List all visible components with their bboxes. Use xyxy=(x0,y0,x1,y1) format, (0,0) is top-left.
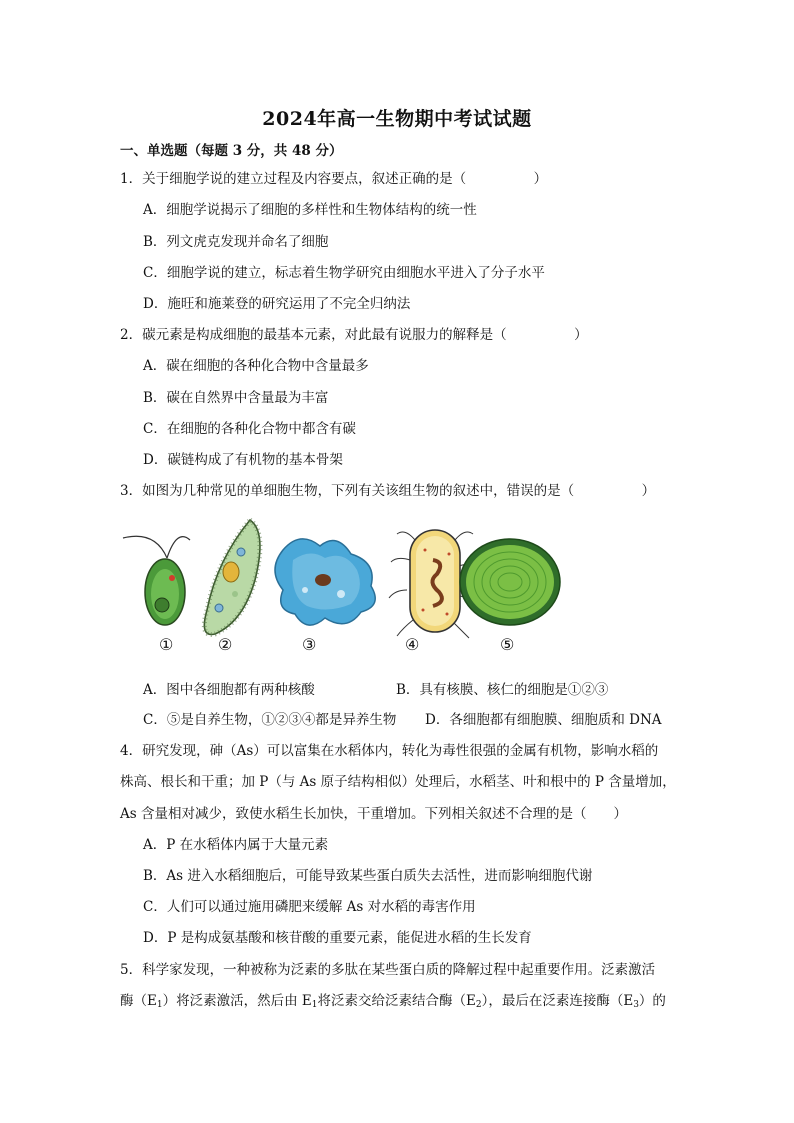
question-3-option-d[interactable]: D．各细胞都有细胞膜、细胞质和 DNA xyxy=(425,712,662,728)
section-heading: 一、单选题（每题 3 分，共 48 分） xyxy=(120,143,343,159)
figure-label-2: ② xyxy=(218,635,233,654)
question-1-stem: 1．关于细胞学说的建立过程及内容要点，叙述正确的是（ ） xyxy=(120,171,548,187)
figure-label-1: ① xyxy=(159,635,174,654)
question-1-option-b[interactable]: B．列文虎克发现并命名了细胞 xyxy=(143,234,329,250)
q5-subscript-1: 1 xyxy=(156,1000,163,1010)
question-5-stem-line-1: 5．科学家发现，一种被称为泛素的多肽在某些蛋白质的降解过程中起重要作用。泛素激活 xyxy=(120,962,656,978)
question-3-option-b[interactable]: B．具有核膜、核仁的细胞是①②③ xyxy=(396,682,609,698)
q5-text-4: ），最后在泛素连接酶（E xyxy=(481,993,634,1009)
q5-text-3: 将泛素交给泛素结合酶（E xyxy=(317,993,476,1009)
question-1-option-a[interactable]: A．细胞学说揭示了细胞的多样性和生物体结构的统一性 xyxy=(143,202,477,218)
paramecium-illustration xyxy=(204,520,260,635)
question-3-stem: 3．如图为几种常见的单细胞生物，下列有关该组生物的叙述中，错误的是（ ） xyxy=(120,483,656,499)
q5-text-2: ）将泛素激活，然后由 E xyxy=(162,993,312,1009)
question-4-option-d[interactable]: D．P 是构成氨基酸和核苷酸的重要元素，能促进水稻的生长发育 xyxy=(143,930,532,946)
q5-subscript-2: 1 xyxy=(311,1000,318,1010)
q5-subscript-3: 2 xyxy=(475,1000,482,1010)
q5-text-1: 酶（E xyxy=(120,993,157,1009)
question-4-stem-line-1: 4．研究发现，砷（As）可以富集在水稻体内，转化为毒性很强的金属有机物，影响水稻的 xyxy=(120,743,659,759)
question-2-option-a[interactable]: A．碳在细胞的各种化合物中含量最多 xyxy=(143,358,369,374)
q5-text-5: ）的 xyxy=(638,993,666,1009)
amoeba-illustration xyxy=(275,539,375,625)
figure-label-3: ③ xyxy=(302,635,317,654)
question-4-option-b[interactable]: B．As 进入水稻细胞后，可能导致某些蛋白质失去活性，进而影响细胞代谢 xyxy=(143,868,593,884)
q5-subscript-4: 3 xyxy=(633,1000,639,1010)
question-5-stem-line-2 xyxy=(120,989,666,1010)
figure-label-5: ⑤ xyxy=(500,635,515,654)
page-title: 2024年高一生物期中考试试题 xyxy=(262,108,532,130)
unicellular-organisms-figure xyxy=(115,510,565,660)
question-1-option-d[interactable]: D．施旺和施莱登的研究运用了不完全归纳法 xyxy=(143,296,411,312)
question-2-option-c[interactable]: C．在细胞的各种化合物中都含有碳 xyxy=(143,421,356,437)
cyanobacterium-illustration xyxy=(460,539,560,625)
question-1-option-c[interactable]: C．细胞学说的建立，标志着生物学研究由细胞水平进入了分子水平 xyxy=(143,265,545,281)
question-4-option-c[interactable]: C．人们可以通过施用磷肥来缓解 As 对水稻的毒害作用 xyxy=(143,899,476,915)
figure-label-4: ④ xyxy=(405,635,420,654)
question-2-option-b[interactable]: B．碳在自然界中含量最为丰富 xyxy=(143,390,329,406)
question-3-option-a[interactable]: A．图中各细胞都有两种核酸 xyxy=(143,682,315,698)
question-2-option-d[interactable]: D．碳链构成了有机物的基本骨架 xyxy=(143,452,343,468)
question-3-option-c[interactable]: C．⑤是自养生物，①②③④都是异养生物 xyxy=(143,712,397,728)
question-4-stem-line-3: As 含量相对减少，致使水稻生长加快，干重增加。下列相关叙述不合理的是（ ） xyxy=(120,806,627,822)
question-4-option-a[interactable]: A．P 在水稻体内属于大量元素 xyxy=(143,837,329,853)
question-2-stem: 2．碳元素是构成细胞的最基本元素，对此最有说服力的解释是（ ） xyxy=(120,327,588,343)
chlamydomonas-illustration xyxy=(123,536,190,625)
question-4-stem-line-2: 株高、根长和干重；加 P（与 As 原子结构相似）处理后，水稻茎、叶和根中的 P 含量增加， xyxy=(120,774,676,790)
